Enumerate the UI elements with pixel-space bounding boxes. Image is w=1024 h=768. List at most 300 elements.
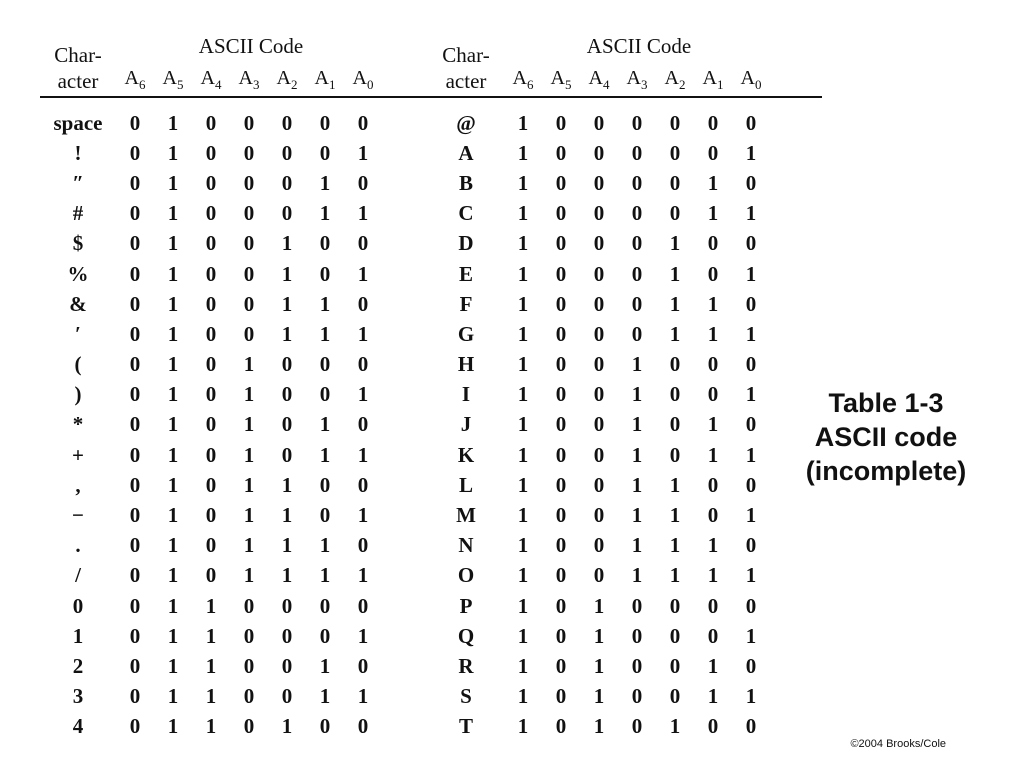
character-header-line1: Char-	[442, 43, 490, 67]
bit-cell: 0	[555, 261, 567, 286]
bit-cell: 1	[357, 140, 369, 165]
bit-header-a6	[116, 67, 154, 93]
bit-cell: 1	[517, 140, 529, 165]
bit-cell: 0	[669, 623, 681, 648]
bit-cell: 0	[319, 110, 331, 135]
bit-cells	[504, 714, 770, 739]
bit-cells	[116, 322, 382, 347]
bit-cell: 0	[357, 170, 369, 195]
bit-cell: 0	[129, 382, 141, 407]
bit-header-subscript: 2	[678, 77, 686, 92]
table-row	[428, 621, 828, 651]
bit-cell: 1	[517, 653, 529, 678]
bit-header-subscript: 5	[176, 77, 184, 92]
bit-cell: 0	[357, 412, 369, 437]
bit-cell: 1	[745, 503, 757, 528]
bit-header-a1	[306, 67, 344, 93]
bit-cell: 0	[745, 472, 757, 497]
bit-cell: 1	[669, 503, 681, 528]
bit-cell: 0	[555, 110, 567, 135]
bit-cell: 1	[281, 563, 293, 588]
bit-cell: 0	[281, 623, 293, 648]
character-cell: 2	[72, 653, 84, 678]
bit-cell: 1	[357, 442, 369, 467]
bit-cell: 1	[707, 321, 719, 346]
bit-cell: 0	[319, 261, 331, 286]
table-row	[40, 712, 440, 742]
character-cell: @	[456, 110, 476, 135]
table-row	[40, 350, 440, 380]
bit-cells	[504, 443, 770, 468]
bit-cell: 0	[357, 352, 369, 377]
bit-cell: 0	[669, 201, 681, 226]
bit-cells	[116, 412, 382, 437]
bit-cell: 0	[129, 503, 141, 528]
character-cell: M	[456, 503, 476, 528]
bit-cell: 0	[555, 563, 567, 588]
bit-cell: 1	[517, 382, 529, 407]
bit-cell: 1	[517, 623, 529, 648]
bit-cell: 1	[669, 261, 681, 286]
table-row	[428, 259, 828, 289]
bit-cell: 1	[205, 714, 217, 739]
bit-cell: 0	[555, 714, 567, 739]
character-cell: 4	[72, 714, 84, 739]
table-row	[40, 470, 440, 500]
character-cell: G	[457, 321, 475, 346]
bit-cell: 1	[745, 563, 757, 588]
bit-cell: 0	[357, 714, 369, 739]
bit-cell: 1	[707, 684, 719, 709]
bit-cell: 1	[205, 653, 217, 678]
bit-cell: 0	[205, 231, 217, 256]
bit-cell: 0	[631, 170, 643, 195]
bit-cell: 0	[129, 593, 141, 618]
table-row	[428, 168, 828, 198]
table-row	[428, 531, 828, 561]
bit-cell: 1	[631, 442, 643, 467]
bit-cell: 0	[555, 503, 567, 528]
bit-cell: 0	[205, 110, 217, 135]
table-row	[428, 561, 828, 591]
bit-header-letter: A	[588, 67, 603, 89]
bit-cell: 1	[319, 563, 331, 588]
bit-cell: 0	[281, 140, 293, 165]
table-rows	[428, 108, 828, 742]
bit-cell: 0	[707, 714, 719, 739]
bit-cell: 1	[707, 201, 719, 226]
bit-cell: 1	[631, 563, 643, 588]
bit-cell: 0	[205, 140, 217, 165]
bit-cell: 1	[517, 170, 529, 195]
bit-cell: 0	[205, 382, 217, 407]
table-row	[40, 168, 440, 198]
bit-header-a3	[618, 67, 656, 93]
bit-cell: 1	[243, 352, 255, 377]
bit-cell: 0	[281, 442, 293, 467]
bit-cells	[504, 322, 770, 347]
bit-cell: 0	[243, 261, 255, 286]
bit-cells	[116, 262, 382, 287]
bit-header-letter: A	[124, 67, 139, 89]
bit-cells	[116, 231, 382, 256]
bit-cell: 0	[669, 110, 681, 135]
character-cell: A	[458, 140, 474, 165]
bit-cell: 0	[555, 321, 567, 346]
bit-cells	[504, 231, 770, 256]
bit-cell: 0	[243, 684, 255, 709]
table-header	[40, 32, 440, 94]
bit-cell: 1	[517, 201, 529, 226]
bit-cell: 1	[745, 623, 757, 648]
bit-cells	[116, 563, 382, 588]
bit-cells	[504, 382, 770, 407]
character-cell: E	[458, 261, 473, 286]
bit-cell: 0	[129, 110, 141, 135]
bit-cell: 0	[555, 382, 567, 407]
table-row	[428, 470, 828, 500]
caption-line2: ASCII code	[814, 422, 958, 452]
character-cell: /	[75, 563, 81, 588]
bit-cell: 1	[593, 623, 605, 648]
bit-cell: 0	[593, 382, 605, 407]
bit-cell: 0	[593, 533, 605, 558]
bit-cell: 1	[319, 442, 331, 467]
table-row	[40, 621, 440, 651]
bit-cell: 1	[167, 412, 179, 437]
bit-cell: 0	[205, 412, 217, 437]
bit-cell: 1	[669, 714, 681, 739]
bit-cell: 1	[517, 321, 529, 346]
bit-cell: 1	[167, 593, 179, 618]
bit-cell: 0	[707, 231, 719, 256]
table-row	[40, 591, 440, 621]
bit-cell: 1	[745, 321, 757, 346]
bit-cell: 1	[707, 653, 719, 678]
bit-cell: 1	[631, 533, 643, 558]
caption-line1: Table 1-3	[828, 388, 944, 418]
bit-cell: 1	[517, 352, 529, 377]
ascii-table-right	[428, 32, 828, 742]
copyright-notice: ©2004 Brooks/Cole	[850, 738, 946, 750]
table-row	[40, 682, 440, 712]
character-cell: *	[72, 412, 84, 437]
bit-cell: 0	[631, 623, 643, 648]
bit-cell: 0	[205, 201, 217, 226]
bit-cell: 1	[745, 382, 757, 407]
bit-cells	[116, 382, 382, 407]
bit-cell: 1	[669, 472, 681, 497]
bit-cell: 0	[243, 321, 255, 346]
bit-cell: 0	[243, 201, 255, 226]
bit-cell: 1	[707, 533, 719, 558]
bit-cell: 1	[319, 321, 331, 346]
character-cell: K	[457, 442, 475, 467]
bit-cell: 0	[129, 714, 141, 739]
bit-cell: 0	[745, 291, 757, 316]
character-cell: B	[458, 170, 473, 195]
bit-cell: 0	[129, 170, 141, 195]
bit-cell: 0	[631, 684, 643, 709]
bit-cell: 0	[707, 140, 719, 165]
table-row	[428, 380, 828, 410]
bit-cell: 0	[129, 201, 141, 226]
bit-cell: 0	[357, 231, 369, 256]
bit-cell: 1	[707, 412, 719, 437]
table-row	[428, 591, 828, 621]
bit-cell: 0	[129, 261, 141, 286]
bit-header-letter: A	[276, 67, 291, 89]
bit-cell: 1	[669, 563, 681, 588]
bit-cell: 0	[319, 472, 331, 497]
bit-cells	[504, 292, 770, 317]
character-cell: I	[461, 382, 471, 407]
table-row	[40, 289, 440, 319]
bit-cell: 0	[243, 170, 255, 195]
bit-cell: 1	[167, 140, 179, 165]
bit-cell: 0	[707, 261, 719, 286]
bit-cells	[504, 563, 770, 588]
bit-cell: 1	[593, 714, 605, 739]
character-header-line1: Char-	[54, 43, 102, 67]
bit-cells	[504, 473, 770, 498]
bit-cell: 0	[243, 623, 255, 648]
bit-header-letter: A	[664, 67, 679, 89]
bit-cell: 1	[281, 261, 293, 286]
bit-cell: 0	[243, 593, 255, 618]
table-row	[40, 531, 440, 561]
table-row	[428, 500, 828, 530]
bit-cell: 0	[129, 623, 141, 648]
bit-cell: 1	[167, 291, 179, 316]
bit-cell: 0	[631, 201, 643, 226]
bit-cells	[116, 503, 382, 528]
bit-cell: 1	[357, 201, 369, 226]
bit-cell: 1	[167, 321, 179, 346]
table-row	[40, 199, 440, 229]
bit-cell: 0	[205, 291, 217, 316]
bit-cell: 1	[357, 623, 369, 648]
bit-cell: 0	[631, 291, 643, 316]
bit-cell: 1	[517, 563, 529, 588]
bit-cell: 0	[319, 231, 331, 256]
table-row	[40, 410, 440, 440]
table-row	[428, 682, 828, 712]
table-row	[428, 350, 828, 380]
bit-cells	[116, 684, 382, 709]
bit-cell: 1	[631, 382, 643, 407]
character-cell: &	[69, 291, 87, 316]
bit-cell: 0	[357, 533, 369, 558]
bit-header-a6	[504, 67, 542, 93]
table-row	[428, 410, 828, 440]
bit-cell: 1	[167, 623, 179, 648]
bit-cell: 0	[707, 503, 719, 528]
bit-header-a4	[580, 67, 618, 93]
bit-cell: 0	[243, 653, 255, 678]
bit-cell: 0	[593, 231, 605, 256]
character-cell: C	[458, 201, 474, 226]
header-rule	[40, 96, 434, 98]
bit-cell: 1	[205, 623, 217, 648]
bit-cell: 1	[167, 533, 179, 558]
table-row	[428, 712, 828, 742]
table-row	[40, 440, 440, 470]
bit-cell: 1	[205, 684, 217, 709]
bit-cell: 1	[167, 231, 179, 256]
bit-cell: 1	[517, 261, 529, 286]
bit-cells	[504, 654, 770, 679]
bit-cell: 0	[669, 442, 681, 467]
bit-cell: 0	[281, 684, 293, 709]
bit-cell: 0	[631, 261, 643, 286]
bit-cell: 1	[357, 382, 369, 407]
bit-cell: 0	[593, 321, 605, 346]
bit-cells	[116, 443, 382, 468]
bit-cell: 0	[707, 352, 719, 377]
bit-cell: 1	[319, 653, 331, 678]
bit-cell: 0	[129, 352, 141, 377]
character-cell: ′	[75, 321, 81, 346]
character-cell: (	[74, 352, 82, 377]
bit-cell: 0	[129, 563, 141, 588]
bit-cell: 0	[319, 714, 331, 739]
ascii-code-header: ASCII Code	[586, 34, 692, 58]
character-cell: J	[460, 412, 472, 437]
bit-cell: 1	[517, 714, 529, 739]
bit-cell: 0	[319, 382, 331, 407]
bit-cell: 1	[593, 653, 605, 678]
bit-cell: 0	[593, 563, 605, 588]
bit-cell: 0	[555, 231, 567, 256]
bit-cell: 0	[129, 412, 141, 437]
bit-cell: 1	[669, 321, 681, 346]
bit-cell: 0	[129, 533, 141, 558]
bit-cell: 1	[167, 352, 179, 377]
character-cell: 3	[72, 684, 84, 709]
bit-cells	[116, 171, 382, 196]
bit-cell: 0	[631, 321, 643, 346]
bit-cell: 1	[707, 170, 719, 195]
bit-cell: 0	[745, 352, 757, 377]
table-row	[40, 138, 440, 168]
table-row	[40, 319, 440, 349]
bit-cell: 1	[281, 321, 293, 346]
bit-cells	[116, 141, 382, 166]
bit-cell: 1	[357, 563, 369, 588]
bit-cell: 0	[669, 593, 681, 618]
bit-cell: 0	[319, 593, 331, 618]
bit-cell: 0	[593, 110, 605, 135]
character-cell: #	[72, 201, 84, 226]
bit-cells	[116, 594, 382, 619]
table-header	[428, 32, 828, 94]
bit-cell: 0	[707, 472, 719, 497]
bit-header-letter: A	[512, 67, 527, 89]
bit-cell: 1	[669, 291, 681, 316]
bit-cells	[504, 684, 770, 709]
bit-cell: 1	[745, 684, 757, 709]
character-cell: $	[72, 231, 84, 256]
bit-cell: 0	[205, 352, 217, 377]
bit-cell: 1	[517, 593, 529, 618]
bit-cell: 1	[357, 503, 369, 528]
bit-header-a4	[192, 67, 230, 93]
bit-cell: 0	[357, 653, 369, 678]
table-row	[40, 380, 440, 410]
table-row	[428, 199, 828, 229]
bit-cell: 0	[281, 412, 293, 437]
bit-cell: 1	[517, 472, 529, 497]
bit-cell: 0	[555, 140, 567, 165]
bit-header-subscript: 4	[214, 77, 222, 92]
character-header-line2: acter	[57, 69, 99, 93]
bit-cell: 0	[593, 352, 605, 377]
bit-cell: 0	[745, 714, 757, 739]
bit-cell: 1	[745, 201, 757, 226]
bit-header-subscript: 2	[290, 77, 298, 92]
bit-cell: 1	[281, 533, 293, 558]
character-cell: R	[458, 653, 474, 678]
bit-cell: 1	[281, 291, 293, 316]
ascii-table-left	[40, 32, 440, 742]
bit-cells	[504, 594, 770, 619]
bit-header-letter: A	[314, 67, 329, 89]
bit-cells	[504, 262, 770, 287]
bit-cells	[116, 624, 382, 649]
bit-header-subscript: 1	[716, 77, 724, 92]
bit-header-subscript: 4	[602, 77, 610, 92]
bit-cell: 1	[631, 472, 643, 497]
bit-cell: 1	[631, 412, 643, 437]
bit-cells	[116, 111, 382, 136]
bit-cell: 1	[707, 563, 719, 588]
bit-cell: 1	[631, 352, 643, 377]
bit-cell: 1	[517, 533, 529, 558]
bit-cell: 0	[669, 653, 681, 678]
bit-cell: 0	[555, 170, 567, 195]
ascii-code-header: ASCII Code	[198, 34, 304, 58]
bit-cell: 0	[555, 201, 567, 226]
bit-cell: 0	[555, 352, 567, 377]
bit-cell: 1	[517, 231, 529, 256]
bit-cell: 0	[129, 442, 141, 467]
bit-cell: 0	[555, 533, 567, 558]
bit-cell: 0	[281, 593, 293, 618]
character-cell: T	[458, 714, 473, 739]
bit-cell: 1	[357, 684, 369, 709]
character-cell: ″	[72, 170, 84, 195]
bit-cell: 1	[243, 412, 255, 437]
bit-cell: 0	[593, 170, 605, 195]
bit-cell: 1	[319, 412, 331, 437]
bit-cell: 0	[205, 503, 217, 528]
bit-cell: 0	[707, 382, 719, 407]
bit-cell: 0	[129, 472, 141, 497]
bit-cell: 1	[631, 503, 643, 528]
bit-cell: 0	[669, 684, 681, 709]
bit-cells	[504, 111, 770, 136]
bit-cell: 0	[555, 472, 567, 497]
bit-cell: 0	[593, 472, 605, 497]
bit-cells	[504, 201, 770, 226]
bit-cell: 0	[593, 291, 605, 316]
bit-cell: 0	[593, 412, 605, 437]
character-cell: L	[458, 472, 473, 497]
bit-header-a5	[542, 67, 580, 93]
bit-cell: 1	[707, 442, 719, 467]
character-cell: .	[75, 533, 81, 558]
